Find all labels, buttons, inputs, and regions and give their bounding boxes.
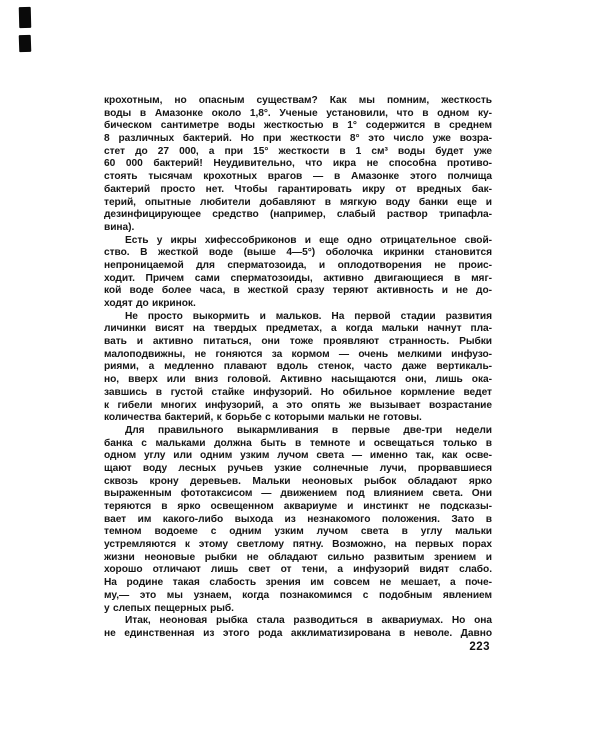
scan-mark-bottom-icon (19, 35, 32, 52)
text-line: 8 различных бактерий. Но при жесткости 8° это число уже возра- (104, 133, 492, 145)
text-line: банка с мальками должна быть в темноте и освещаться только в (104, 437, 492, 449)
text-line: дезинфицирующее средство (например, слабый раствор трипафла- (104, 209, 492, 221)
text-line: вает им какого-либо выхода из незнакомого положения. Зато в (104, 513, 492, 525)
text-line: 60 000 бактерий! Неудивительно, что икра не способна противо- (104, 158, 492, 170)
text-line: щают воду лесных ручьев узкие солнечные лучи, прорвавшиеся (104, 462, 492, 474)
text-line: количества бактерий, к борьбе с которыми мальки не готовы. (104, 412, 422, 424)
text-line: вать и активно питаться, они тоже проявляют странность. Рыбки (104, 336, 492, 348)
text-line: одном углу или одним узким лучом света — именно так, как осве- (104, 450, 492, 462)
text-line: сквозь крону деревьев. Мальки неоновых рыбок обладают ярко (104, 475, 492, 487)
text-line: Итак, неоновая рыбка стала разводиться в аквариумах. Но она (125, 615, 492, 627)
text-line: личинки висят на твердых предметах, а когда мальки начнут пла- (104, 323, 492, 335)
text-line: стоять тысячам крохотных врагов — в Амазонке этого полчища (104, 171, 492, 183)
text-line: жизни неоновые рыбки не обладают сильно развитым зрением и (104, 551, 492, 563)
paragraph-3 (104, 311, 492, 425)
text-line: выраженным фототаксисом — движением под влиянием света. Они (104, 488, 492, 500)
text-line: бактерий просто нет. Чтобы гарантировать икру от вредных бак- (104, 183, 492, 195)
text-line: Не просто выкормить и мальков. На первой стадии развития (125, 310, 492, 322)
text-line: му,— это мы узнаем, когда познакомимся с подобным явлением (104, 589, 492, 601)
text-line: крохотным, но опасным существам? Как мы помним, жесткость (104, 95, 492, 106)
text-line: непроницаемой для сперматозоида, и оплодотворения не проис- (104, 259, 492, 271)
text-line: малоподвижны, не гоняются за кормом — очень мелкими инфузо- (104, 348, 492, 360)
paragraph-1 (104, 95, 492, 235)
text-line: На родине такая слабость зрения им совсем не мешает, а поче- (104, 577, 492, 589)
text-line: воды в Амазонке около 1,8°. Ученые установили, что в одном ку- (104, 107, 492, 119)
text-line: у слепых пещерных рыб. (104, 602, 234, 614)
text-line: устремляются к этому светлому пятну. Возможно, на первых порах (104, 539, 492, 551)
paragraph-2 (104, 235, 492, 311)
text-line: вина). (104, 221, 135, 233)
paragraph-4 (104, 425, 492, 615)
text-line: хорошо отличают лишь свет от тени, а инфузорий видят слабо. (104, 564, 492, 576)
text-line: риями, а медленно плавают вдоль стенок, часто даже вертикаль- (104, 361, 492, 373)
text-line: но, вверх или вниз головой. Активно насыщаются они, лишь ока- (104, 374, 492, 386)
text-line: Для правильного выкармливания в первые две-три недели (125, 424, 492, 436)
text-line: ство. В жесткой воде (выше 4—5°) оболочка икринки становится (104, 247, 492, 259)
body-text (104, 95, 492, 641)
text-line: терий, опытные любители добавляют в мягкую воду банки еще и (104, 196, 492, 208)
text-line: бическом сантиметре воды жесткостью в 1° содержится в среднем (104, 120, 492, 132)
text-line: завшись в густой стайке инфузорий. Но обильное кормление ведет (104, 386, 492, 398)
text-line: стет до 27 000, а при 15° жесткости в 1 см³ воды будет уже (104, 145, 492, 157)
text-line: ходят до икринок. (104, 298, 196, 309)
scan-mark-top-icon (19, 7, 32, 28)
text-line: темном водоеме с одним узким лучом света в углу мальки (104, 526, 492, 538)
paragraph-5 (104, 615, 492, 640)
text-line: теряются в ярко освещенном аквариуме и инстинкт не подсказы- (104, 501, 492, 512)
text-line: Есть у икры хифессобриконов и еще одно отрицательное свой- (125, 234, 492, 246)
text-line: не единственная из этого рода акклиматизирована в неволе. Давно (104, 627, 492, 639)
text-line: ходит. Причем сами сперматозоиды, активно двигающиеся в мяг- (104, 272, 492, 284)
text-line: к гибели многих инфузорий, а это опять же вызывает возрастание (104, 399, 492, 411)
page-number: 223 (469, 641, 490, 653)
text-line: кой воде более часа, в жесткой сразу теряют активность и не до- (104, 285, 492, 297)
